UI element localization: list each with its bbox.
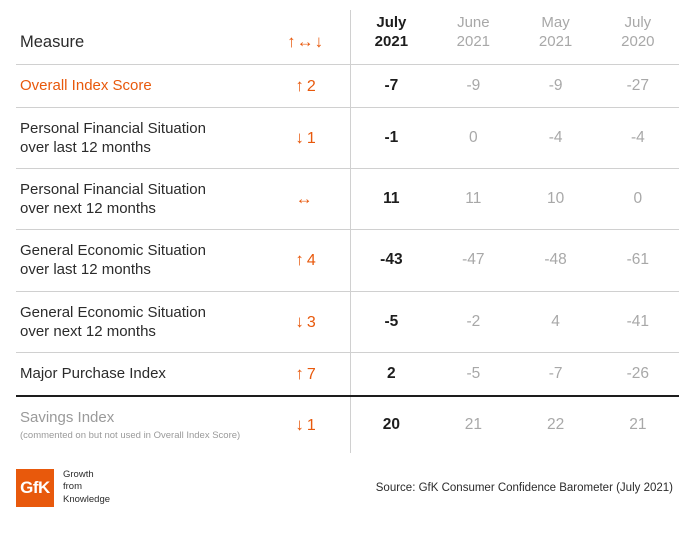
value-july-2020: -41 — [597, 291, 679, 352]
table-row — [16, 396, 679, 453]
measure-line-1: Personal Financial Situation — [20, 119, 206, 137]
trend-value: 4 — [306, 252, 316, 270]
value-may-2021: 10 — [514, 168, 596, 229]
table-row — [16, 230, 679, 291]
arrow-down-icon: ↓ — [295, 127, 304, 147]
row-measure-label — [16, 353, 262, 397]
value-july-2020: -27 — [597, 64, 679, 107]
row-trend — [262, 230, 350, 291]
column-header-year: 2021 — [456, 32, 491, 50]
value-june-2021: -2 — [432, 291, 514, 352]
value-june-2021: -9 — [432, 64, 514, 107]
trend-value: 1 — [306, 129, 316, 147]
tagline-line-1: Growth — [63, 468, 94, 480]
value-june-2021: -5 — [432, 353, 514, 397]
measure-line-1: Personal Financial Situation — [20, 180, 206, 198]
measure-line-1: Savings Index — [20, 409, 115, 426]
trend-value: 3 — [306, 313, 316, 331]
value-july-2020: -26 — [597, 353, 679, 397]
arrow-left-right-icon: ↔ — [295, 189, 313, 209]
measure-line-2: over last 12 months — [20, 261, 151, 279]
column-header-june-2021 — [432, 10, 514, 64]
measure-line-2: over next 12 months — [20, 322, 156, 340]
column-header-month: July — [376, 14, 407, 31]
column-header-july-2021 — [350, 10, 432, 64]
value-june-2021: 0 — [432, 107, 514, 168]
row-measure-label — [16, 64, 262, 107]
header-row — [16, 10, 679, 64]
row-trend — [262, 64, 350, 107]
row-measure-label — [16, 230, 262, 291]
row-measure-label — [16, 291, 262, 352]
table-header — [16, 10, 679, 64]
measure-note: (commented on but not used in Overall Index Score) — [20, 430, 241, 442]
column-header-year: 2021 — [374, 32, 409, 50]
arrow-down-icon: ↓ — [295, 415, 304, 435]
value-may-2021: 22 — [546, 416, 565, 434]
row-trend — [262, 291, 350, 352]
trend-value: 7 — [306, 366, 316, 383]
row-measure-label — [16, 168, 262, 229]
column-header-may-2021 — [514, 10, 596, 64]
brand-block — [16, 469, 110, 507]
value-july-2021: -7 — [350, 64, 432, 107]
row-trend — [262, 107, 350, 168]
value-july-2021: -1 — [350, 107, 432, 168]
column-header-trend: ↑↔↓ — [262, 10, 350, 64]
gfk-logo-icon: GfK — [16, 469, 54, 507]
value-may-2021: -7 — [514, 353, 596, 397]
measure-line-1: General Economic Situation — [20, 303, 206, 321]
value-june-2021: -47 — [432, 230, 514, 291]
value-july-2021: 20 — [350, 396, 432, 453]
table-row — [16, 291, 679, 352]
trend-value: 1 — [306, 417, 316, 435]
barometer-table — [16, 10, 679, 453]
column-header-july-2020 — [597, 10, 679, 64]
row-trend — [262, 353, 350, 397]
arrow-up-icon: ↑ — [295, 250, 304, 270]
value-july-2020: -61 — [597, 230, 679, 291]
brand-tagline — [63, 469, 110, 507]
measure-line-2: over next 12 months — [20, 200, 156, 218]
trend-value: 2 — [306, 77, 316, 95]
table-row — [16, 107, 679, 168]
value-may-2021: -9 — [514, 64, 596, 107]
row-measure-label — [16, 396, 262, 453]
value-may-2021: -4 — [514, 107, 596, 168]
value-july-2020: 0 — [597, 168, 679, 229]
row-trend — [262, 396, 350, 453]
arrow-up-icon: ↑ — [295, 364, 304, 383]
value-july-2021: -43 — [350, 230, 432, 291]
measure-line-1: Overall Index Score — [20, 76, 152, 94]
value-july-2020: -4 — [597, 107, 679, 168]
measure-line-1: General Economic Situation — [20, 242, 206, 260]
source-note: Source: GfK Consumer Confidence Barometer (July 2021) — [375, 481, 673, 494]
column-header-year: 2020 — [621, 32, 655, 50]
value-may-2021: -48 — [514, 230, 596, 291]
table-row — [16, 64, 679, 107]
tagline-line-2: from — [63, 481, 82, 493]
column-header-month: May — [541, 14, 570, 31]
row-measure-label — [16, 107, 262, 168]
table-row — [16, 353, 679, 397]
value-july-2020: 21 — [629, 416, 647, 434]
footer — [16, 469, 679, 507]
value-june-2021: 21 — [464, 416, 482, 434]
value-july-2021: 11 — [350, 168, 432, 229]
tagline-line-3: Knowledge — [63, 494, 111, 506]
measure-line-2: over last 12 months — [20, 138, 151, 156]
table-body — [16, 64, 679, 453]
value-july-2021: 2 — [350, 353, 432, 397]
measure-line-1: Major Purchase Index — [20, 365, 166, 383]
value-june-2021: 11 — [432, 168, 514, 229]
row-trend — [262, 168, 350, 229]
column-header-month: July — [624, 14, 652, 31]
column-header-month: June — [457, 14, 490, 31]
table-row — [16, 168, 679, 229]
value-july-2021: -5 — [350, 291, 432, 352]
column-header-year: 2021 — [538, 32, 573, 50]
value-may-2021: 4 — [514, 291, 596, 352]
column-header-measure: Measure — [16, 10, 262, 64]
arrow-down-icon: ↓ — [295, 311, 304, 331]
arrow-up-icon: ↑ — [295, 75, 304, 95]
